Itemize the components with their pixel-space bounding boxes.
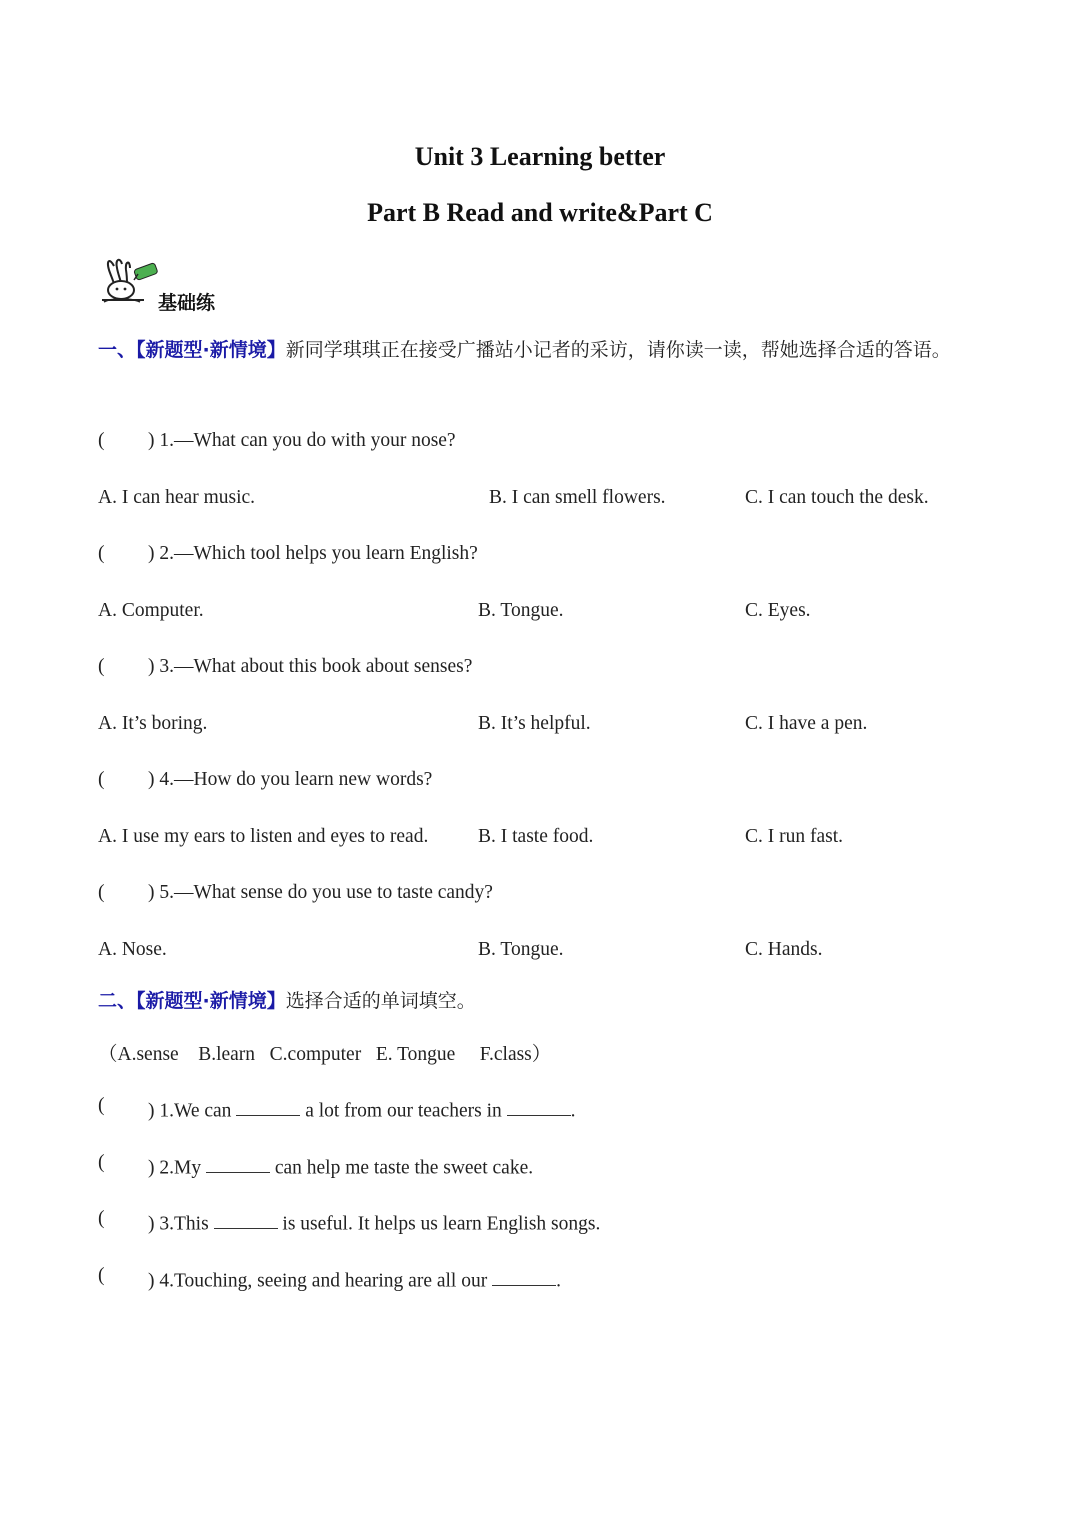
answer-paren[interactable]: ( [98, 1152, 105, 1173]
part2-instruction [98, 980, 988, 1022]
answer-paren[interactable]: ( [98, 1208, 105, 1229]
answer-paren[interactable]: ( [98, 430, 105, 451]
option-a: A. It’s boring. [98, 713, 208, 734]
option-b: B. It’s helpful. [478, 713, 591, 734]
option-c: C. Hands. [745, 939, 823, 960]
sentence-start: ) 1.We can [148, 1100, 237, 1122]
answer-paren[interactable]: ( [98, 543, 105, 564]
option-b: B. I can smell flowers. [489, 487, 666, 508]
page-subtitle: Part B Read and write&Part C [367, 198, 713, 227]
option-a: A. Computer. [98, 600, 204, 621]
option-c: C. Eyes. [745, 600, 811, 621]
part2-instruction-text: 选择合适的单词填空。 [285, 990, 476, 1012]
sentence-end: is useful. It helps us learn English songs. [277, 1213, 601, 1235]
part2-number: 二、 [98, 990, 137, 1012]
part1-instruction-text: 新同学琪琪正在接受广播站小记者的采访，请你读一读，帮她选择合适的答语。 [285, 339, 951, 361]
answer-paren[interactable]: ( [98, 1265, 105, 1286]
sentence-end: . [556, 1270, 561, 1292]
option-c: C. I run fast. [745, 826, 844, 847]
sentence-start: ) 3.This [148, 1213, 214, 1235]
fill-blank[interactable] [492, 1265, 556, 1286]
word-bank: （A.sense B.learn C.computer E. Tongue F.class） [98, 1044, 552, 1065]
part1-instruction [98, 329, 988, 371]
sentence-start: ) 2.My [148, 1157, 206, 1179]
part1-tag: 【新题型·新情境】 [136, 339, 286, 361]
sentence-start: ) 4.Touching, seeing and hearing are all our [148, 1270, 493, 1292]
option-a: A. I can hear music. [98, 487, 256, 508]
option-a: A. I use my ears to listen and eyes to read. [98, 826, 429, 847]
option-c: C. I can touch the desk. [745, 487, 929, 508]
sentence-end: can help me taste the sweet cake. [269, 1157, 534, 1179]
sentence-middle: a lot from our teachers in [300, 1100, 507, 1122]
answer-paren[interactable]: ( [98, 769, 105, 790]
answer-paren[interactable]: ( [98, 882, 105, 903]
fill-blank[interactable] [214, 1208, 278, 1229]
fill-blank[interactable] [206, 1152, 270, 1173]
rabbit-mascot-icon [100, 258, 158, 304]
answer-paren[interactable]: ( [98, 1095, 105, 1116]
option-b: B. Tongue. [478, 939, 564, 960]
question-text: ) 3.—What about this book about senses? [148, 656, 473, 677]
question-text: ) 1.—What can you do with your nose? [148, 430, 456, 451]
option-b: B. I taste food. [478, 826, 594, 847]
section-heading: 基础练 [158, 292, 216, 314]
question-text: ) 4.—How do you learn new words? [148, 769, 433, 790]
option-b: B. Tongue. [478, 600, 564, 621]
answer-paren[interactable]: ( [98, 656, 105, 677]
option-a: A. Nose. [98, 939, 167, 960]
question-text: ) 5.—What sense do you use to taste candy? [148, 882, 493, 903]
fill-blank[interactable] [507, 1095, 571, 1116]
page-title: Unit 3 Learning better [414, 142, 666, 171]
sentence-end: . [570, 1100, 576, 1122]
question-text: ) 2.—Which tool helps you learn English? [148, 543, 478, 564]
part1-number: 一、 [98, 339, 137, 361]
part2-tag: 【新题型·新情境】 [136, 990, 286, 1012]
fill-blank[interactable] [236, 1095, 300, 1116]
option-c: C. I have a pen. [745, 713, 868, 734]
